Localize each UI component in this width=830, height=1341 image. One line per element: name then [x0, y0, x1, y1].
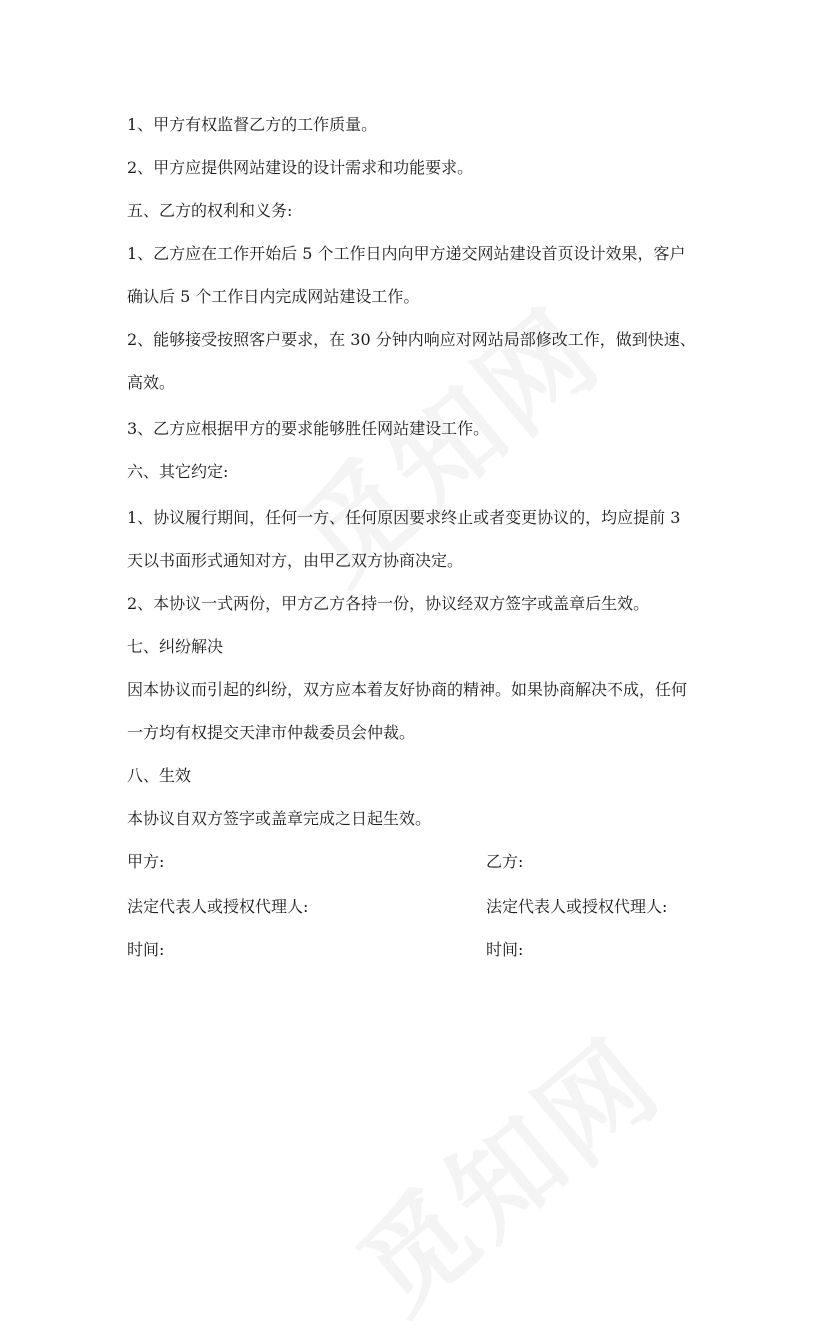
paragraph-line: 2、本协议一式两份，甲方乙方各持一份，协议经双方签字或盖章后生效。 [127, 594, 650, 613]
paragraph-line: 一方均有权提交天津市仲裁委员会仲裁。 [127, 723, 416, 742]
paragraph-line: 3、乙方应根据甲方的要求能够胜任网站建设工作。 [127, 419, 490, 438]
party-a-time-label: 时间: [127, 940, 165, 959]
paragraph-line: 1、甲方有权监督乙方的工作质量。 [127, 115, 378, 134]
party-b-time-label: 时间: [486, 940, 524, 959]
party-a-label: 甲方: [127, 852, 165, 871]
paragraph-line: 确认后 5 个工作日内完成网站建设工作。 [127, 287, 420, 306]
section-heading: 六、其它约定: [127, 462, 229, 481]
paragraph-line: 本协议自双方签字或盖章完成之日起生效。 [127, 809, 432, 828]
section-heading: 八、生效 [127, 766, 192, 785]
paragraph-line: 天以书面形式通知对方，由甲乙双方协商决定。 [127, 551, 464, 570]
paragraph-line: 1、协议履行期间，任何一方、任何原因要求终止或者变更协议的，均应提前 3 [127, 508, 681, 527]
party-b-representative-label: 法定代表人或授权代理人: [486, 897, 668, 916]
paragraph-line: 2、能够接受按照客户要求，在 30 分钟内响应对网站局部修改工作，做到快速、 [127, 330, 696, 349]
paragraph-line: 高效。 [127, 373, 176, 392]
watermark [320, 997, 688, 1341]
party-b-label: 乙方: [486, 852, 524, 871]
section-heading: 五、乙方的权利和义务: [127, 201, 293, 220]
party-a-representative-label: 法定代表人或授权代理人: [127, 897, 309, 916]
paragraph-line: 因本协议而引起的纠纷，双方应本着友好协商的精神。如果协商解决不成，任何 [127, 680, 688, 699]
paragraph-line: 1、乙方应在工作开始后 5 个工作日内向甲方递交网站建设首页设计效果，客户 [127, 244, 686, 263]
section-heading: 七、纠纷解决 [127, 637, 224, 656]
paragraph-line: 2、甲方应提供网站建设的设计需求和功能要求。 [127, 158, 474, 177]
